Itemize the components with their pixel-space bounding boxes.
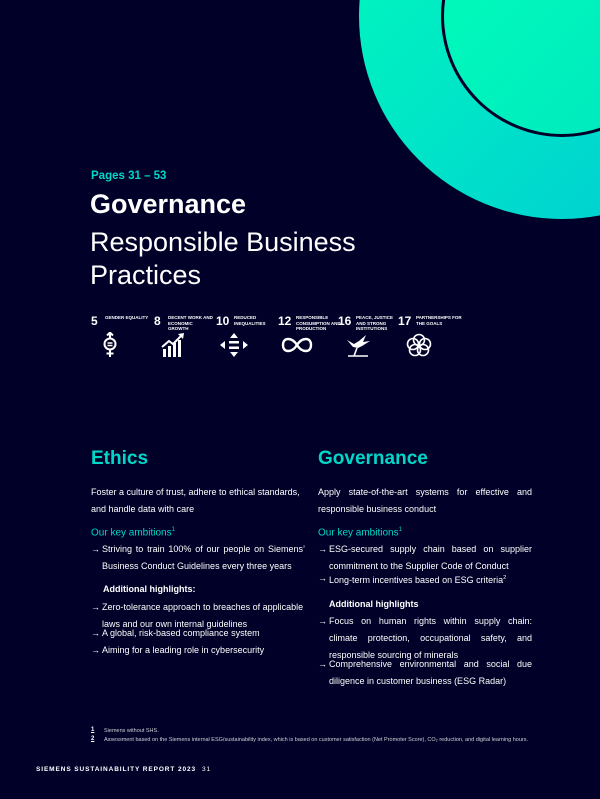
sdg-label: PARTNERSHIPS FOR THE GOALS [416,315,462,326]
footnote-number: 2 [91,736,95,742]
sdg-number: 5 [91,314,98,328]
arrow-right-icon: → [91,602,100,612]
arrow-right-icon: → [91,628,100,638]
ethics-highlights-label: Additional highlights: [103,584,196,594]
governance-intro: Apply state-of-the-art systems for effective and responsible business conduct [318,487,532,514]
sdg-number: 17 [398,314,412,328]
ethics-intro: Foster a culture of trust, adhere to ethical standards, and handle data with care [91,487,300,514]
list-item: → Comprehensive environmental and social due diligence in customer business (ESG Radar) [318,656,532,690]
arrow-right-icon: → [318,616,327,626]
page-range: Pages 31 – 53 [91,170,167,182]
footnote-number: 1 [91,727,95,733]
list-item: → Striving to train 100% of our people on Siemens’ Business Conduct Guidelines every three years [91,541,305,575]
list-item: → Zero-tolerance approach to breaches of applicable laws and our own internal guidelines [91,599,305,633]
infinity-icon [280,332,314,358]
gender-equality-icon [97,332,123,358]
list-item: → ESG-secured supply chain based on supplier commitment to the Supplier Code of Conduct [318,541,532,575]
sdg-10-tile [216,314,274,358]
list-item: → A global, risk-based compliance system [91,625,305,642]
sdg-17-tile [398,314,462,358]
sdg-label: REDUCED INEQUALITIES [234,315,266,326]
growth-chart-icon [160,332,186,358]
sdg-number: 8 [154,314,161,328]
arrow-right-icon: → [318,573,327,583]
arrow-right-icon: → [318,544,327,554]
section-title: Governance [90,189,247,219]
section-subtitle: Responsible Business Practices [90,227,356,290]
ethics-heading: Ethics [91,448,149,469]
sdg-label: DECENT WORK AND ECONOMIC GROWTH [168,315,213,332]
sdg-number: 16 [338,314,352,328]
arrow-right-icon: → [318,659,327,669]
footnote-text: Assessment based on the Siemens internal ESG/sustainability index, which is based on customer satisfaction (Net Promoter Score), CO₂ reduction, and digital learning hours. [104,737,529,743]
sdg-label: PEACE, JUSTICE AND STRONG INSTITUTIONS [356,315,394,332]
governance-highlights-label: Additional highlights [329,599,419,609]
list-item: → Focus on human rights within supply chain: climate protection, occupational safety, and responsible sourcing of minerals [318,613,532,664]
list-item: → Aiming for a leading role in cybersecurity [91,642,305,659]
sdg-12-tile [278,314,341,358]
ethics-ambitions-label: Our key ambitions$^1$ [91,527,175,539]
sdg-8-tile [154,314,212,358]
sdg-label: RESPONSIBLE CONSUMPTION AND PRODUCTION [296,315,341,332]
list-item: → Long-term incentives based on ESG criteria$^2$ [318,570,532,589]
footnote-text: Siemens without SHS. [104,728,159,734]
reduced-inequalities-icon [219,332,249,358]
sdg-5-tile [91,314,149,358]
arrow-right-icon: → [91,544,100,554]
report-title: SIEMENS SUSTAINABILITY REPORT 2023 [36,766,197,773]
sdg-number: 12 [278,314,292,328]
arrow-right-icon: → [91,645,100,655]
governance-heading: Governance [318,448,428,469]
page-footer [36,766,211,773]
page-number: 31 [202,766,212,773]
sdg-label: GENDER EQUALITY [105,315,149,320]
partnership-rings-icon [404,332,434,360]
sdg-number: 10 [216,314,230,328]
dove-icon [344,332,374,358]
sdg-16-tile [338,314,396,358]
governance-ambitions-label: Our key ambitions$^1$ [318,527,402,539]
